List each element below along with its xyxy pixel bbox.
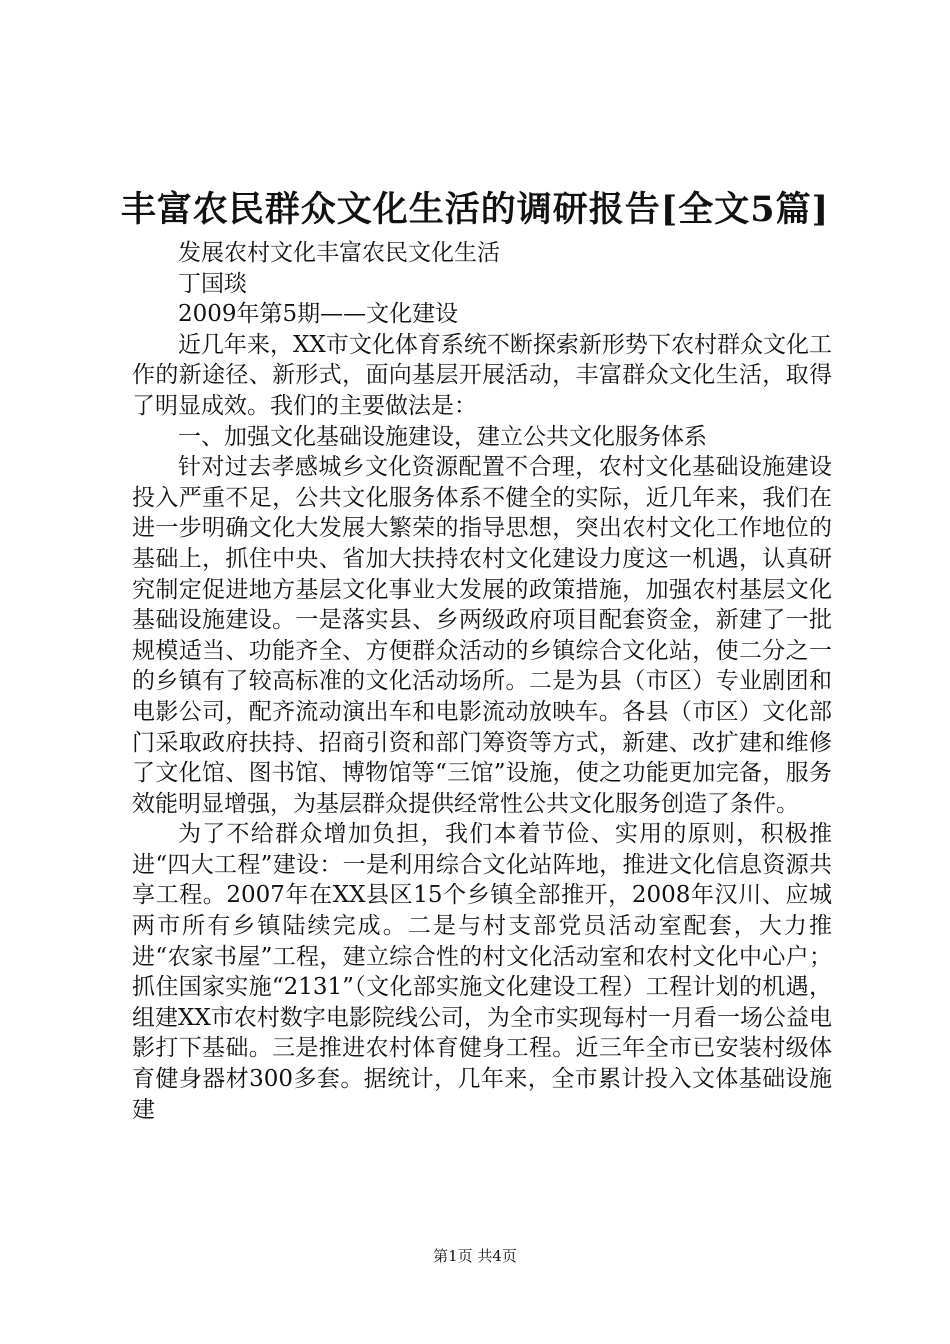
section-heading-1: 一、加强文化基础设施建设，建立公共文化服务体系 (178, 423, 707, 450)
paragraph-intro: 近几年来，XX市文化体育系统不断探索新形势下农村群众文化工作的新途径、新形式，面向基层开展活动，丰富群众文化生活，取得了明显成效。我们的主要做法是： (132, 331, 832, 419)
paragraph-four-projects: 为了不给群众增加负担，我们本着节俭、实用的原则，积极推进“四大工程”建设：一是利用综合文化站阵地，推进文化信息资源共享工程。2007年在XX县区15个乡镇全部推开，2008年汉川、应城两市所有乡镇陆续完成。二是与村支部党员活动室配套，大力推进“农家书屋”工程，建立综合性的村文化活动室和农村文化中心户；抓住国家实施“2131”（文化部实施文化建设工程）工程计划的机遇，组建XX市农村数字电影院线公司，为全市实现每村一月看一场公益电影打下基础。三是推进农村体育健身工程。近三年全市已安装村级体育健身器材300多套。据统计，几年来，全市累计投入文体基础设施建 (132, 821, 832, 1123)
document-author: 丁国琰 (178, 270, 247, 297)
document-body (132, 238, 832, 1125)
page-number: 第1页 共4页 (433, 1247, 517, 1265)
document-title: 丰富农民群众文化生活的调研报告[全文5篇] (120, 189, 830, 230)
document-subtitle: 发展农村文化丰富农民文化生活 (178, 240, 500, 266)
page-footer (0, 1246, 950, 1266)
document-issue: 2009年第5期——文化建设 (178, 301, 459, 328)
paragraph-infrastructure: 针对过去孝感城乡文化资源配置不合理，农村文化基础设施建设投入严重不足，公共文化服务体系不健全的实际，近几年来，我们在进一步明确文化大发展大繁荣的指导思想，突出农村文化工作地位的基础上，抓住中央、省加大扶持农村文化建设力度这一机遇，认真研究制定促进地方基层文化事业大发展的政策措施，加强农村基层文化基础设施建设。一是落实县、乡两级政府项目配套资金，新建了一批规模适当、功能齐全、方便群众活动的乡镇综合文化站，使二分之一的乡镇有了较高标准的文化活动场所。二是为县（市区）专业剧团和电影公司，配齐流动演出车和电影流动放映车。各县（市区）文化部门采取政府扶持、招商引资和部门筹资等方式，新建、改扩建和维修了文化馆、图书馆、博物馆等“三馆”设施，使之功能更加完备，服务效能明显增强，为基层群众提供经常性公共文化服务创造了条件。 (132, 454, 832, 817)
